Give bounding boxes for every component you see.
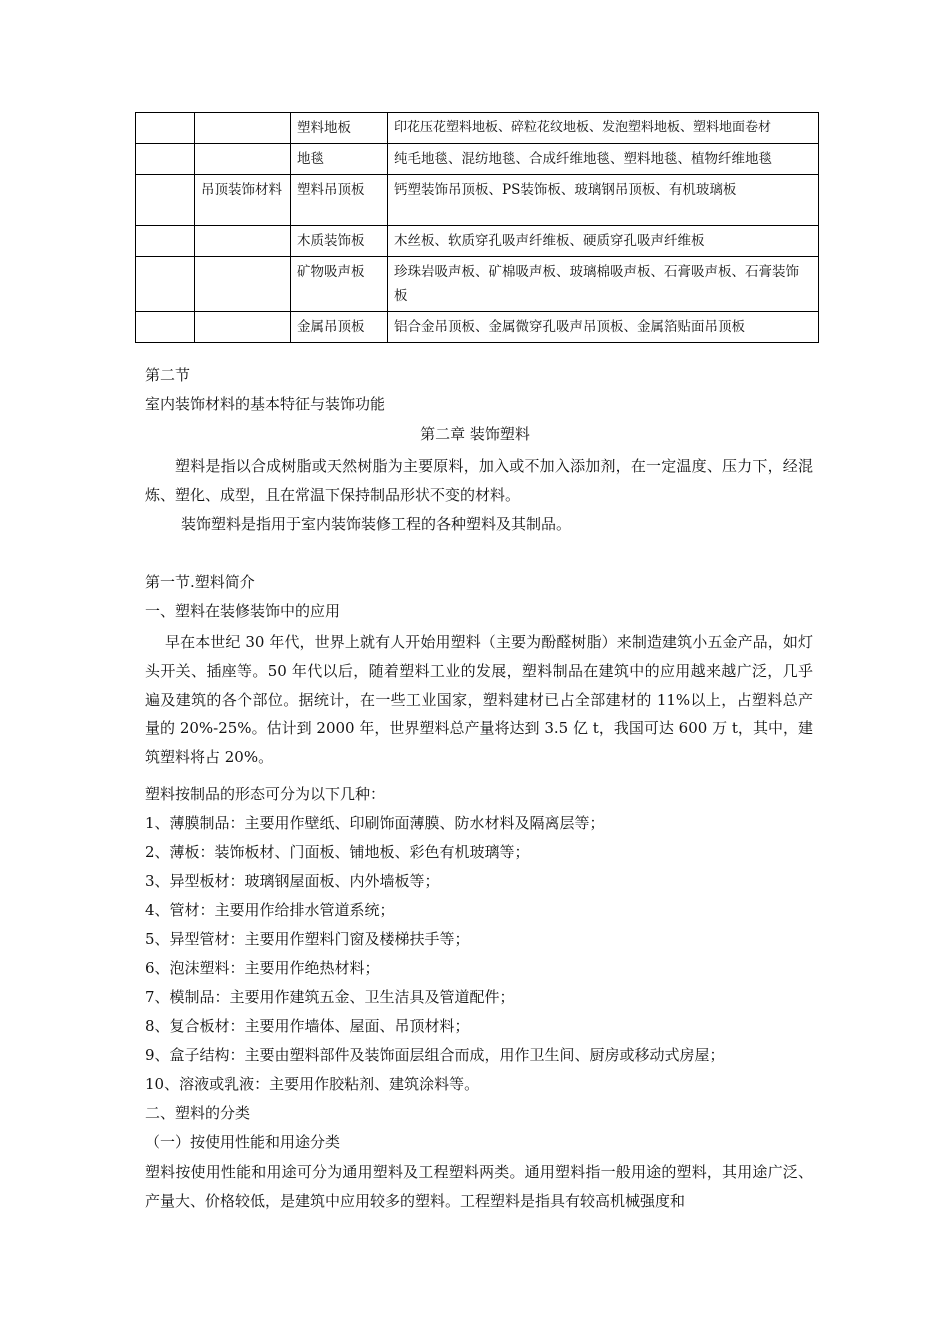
list-item: 8、复合板材：主要用作墙体、屋面、吊顶材料； bbox=[145, 1017, 470, 1035]
table-cell: 印花压花塑料地板、碎粒花纹地板、发泡塑料地板、塑料地面卷材 bbox=[388, 113, 819, 144]
list-item: 6、泡沫塑料：主要用作绝热材料； bbox=[145, 959, 380, 977]
table-cell: 珍珠岩吸声板、矿棉吸声板、玻璃棉吸声板、石膏吸声板、石膏装饰板 bbox=[388, 257, 819, 312]
table-row bbox=[136, 144, 819, 175]
table-row bbox=[136, 175, 819, 226]
list-item: 7、模制品：主要用作建筑五金、卫生洁具及管道配件； bbox=[145, 988, 515, 1006]
section-heading: 第一节.塑料简介 bbox=[145, 573, 255, 591]
table-cell: 矿物吸声板 bbox=[291, 257, 388, 312]
list-item: 4、管材：主要用作给排水管道系统； bbox=[145, 901, 395, 919]
table-cell: 纯毛地毯、混纺地毯、合成纤维地毯、塑料地毯、植物纤维地毯 bbox=[388, 144, 819, 175]
table-cell: 铝合金吊顶板、金属微穿孔吸声吊顶板、金属箔贴面吊顶板 bbox=[388, 312, 819, 343]
table-cell bbox=[195, 113, 291, 144]
table-cell: 塑料地板 bbox=[291, 113, 388, 144]
body-paragraph: 早在本世纪 30 年代，世界上就有人开始用塑料（主要为酚醛树脂）来制造建筑小五金产品，如灯头开关、插座等。50 年代以后，随着塑料工业的发展，塑料制品在建筑中的应用越来越广泛，几乎遍及建筑的各个部位。据统计，在一些工业国家，塑料建材已占全部建材的 11%以上，占塑料总产量的 20%-25%。估计到 2000 年，世界塑料总产量将达到 3.5 亿 t，我国可达 600 万 t，其中，建筑塑料将占 20%。 bbox=[145, 633, 813, 767]
list-item: 9、盒子结构：主要由塑料部件及装饰面层组合而成，用作卫生间、厨房或移动式房屋； bbox=[145, 1046, 725, 1064]
table-cell bbox=[136, 113, 195, 144]
list-item: 1、薄膜制品：主要用作壁纸、印刷饰面薄膜、防水材料及隔离层等； bbox=[145, 814, 605, 832]
table-cell: 吊顶装饰材料 bbox=[195, 175, 291, 226]
table-cell bbox=[136, 144, 195, 175]
table-cell: 塑料吊顶板 bbox=[291, 175, 388, 226]
table-cell: 钙塑装饰吊顶板、PS装饰板、玻璃钢吊顶板、有机玻璃板 bbox=[388, 175, 819, 226]
body-paragraph: 塑料按使用性能和用途可分为通用塑料及工程塑料两类。通用塑料指一般用途的塑料，其用途广泛、产量大、价格较低，是建筑中应用较多的塑料。工程塑料是指具有较高机械强度和 bbox=[145, 1163, 813, 1210]
intro-paragraph: 装饰塑料是指用于室内装饰装修工程的各种塑料及其制品。 bbox=[181, 515, 572, 533]
section-subtitle: 室内装饰材料的基本特征与装饰功能 bbox=[145, 395, 386, 413]
table-row bbox=[136, 257, 819, 312]
table-cell bbox=[195, 144, 291, 175]
table-cell: 地毯 bbox=[291, 144, 388, 175]
subsection-heading: 二、塑料的分类 bbox=[145, 1104, 251, 1122]
table-cell: 金属吊顶板 bbox=[291, 312, 388, 343]
subsection-subheading: （一）按使用性能和用途分类 bbox=[145, 1133, 341, 1151]
intro-paragraph: 塑料是指以合成树脂或天然树脂为主要原料，加入或不加入添加剂，在一定温度、压力下，经混炼、塑化、成型，且在常温下保持制品形状不变的材料。 bbox=[145, 457, 813, 504]
subsection-heading: 一、塑料在装修装饰中的应用 bbox=[145, 602, 341, 620]
section-heading: 第二节 bbox=[145, 366, 191, 384]
table-cell: 木质装饰板 bbox=[291, 226, 388, 257]
table-cell bbox=[195, 257, 291, 312]
table-row bbox=[136, 312, 819, 343]
list-item: 2、薄板：装饰板材、门面板、铺地板、彩色有机玻璃等； bbox=[145, 843, 530, 861]
list-item: 5、异型管材：主要用作塑料门窗及楼梯扶手等； bbox=[145, 930, 470, 948]
table-cell bbox=[136, 226, 195, 257]
list-item: 10、溶液或乳液：主要用作胶粘剂、建筑涂料等。 bbox=[145, 1075, 480, 1093]
table-cell bbox=[195, 312, 291, 343]
table-cell: 木丝板、软质穿孔吸声纤维板、硬质穿孔吸声纤维板 bbox=[388, 226, 819, 257]
table-cell bbox=[195, 226, 291, 257]
chapter-title: 第二章 装饰塑料 bbox=[420, 425, 530, 443]
table-row bbox=[136, 226, 819, 257]
list-intro: 塑料按制品的形态可分为以下几种： bbox=[145, 785, 386, 803]
table-cell bbox=[136, 257, 195, 312]
table-cell bbox=[136, 312, 195, 343]
table-row bbox=[136, 113, 819, 144]
materials-table bbox=[135, 112, 819, 343]
table-cell bbox=[136, 175, 195, 226]
list-item: 3、异型板材：玻璃钢屋面板、内外墙板等； bbox=[145, 872, 440, 890]
